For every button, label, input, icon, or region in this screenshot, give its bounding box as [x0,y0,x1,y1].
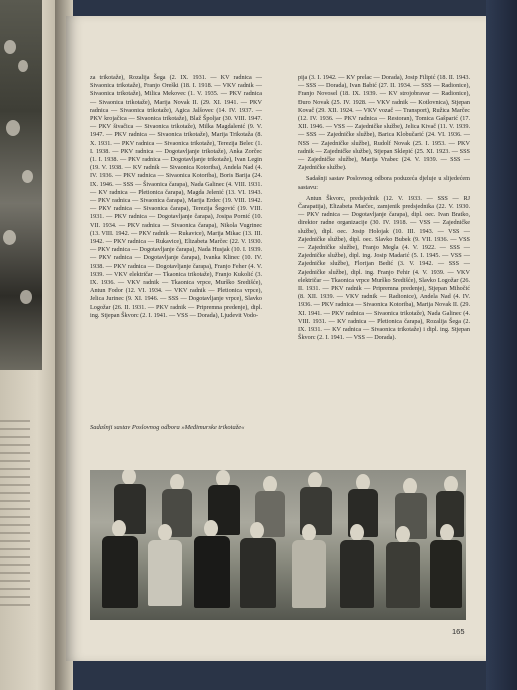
facing-page [0,0,62,690]
book-cover-edge [486,0,517,690]
photo-caption: Sadašnji sastav Poslovnog odbora »Međimurske trikotaže« [90,424,245,431]
right-paragraph-2: Sadašnji sastav Poslovnog odbora poduzeća djeluje u slijedećem sastavu: [298,175,470,191]
page-number: 165 [452,627,465,636]
text-column-right [298,74,470,346]
text-column-left [90,74,262,323]
right-paragraph-1: pija (3. I. 1942. — KV prelac — Dorada), Josip Filipić (18. II. 1943. — SSS — Dorada), Ivan Babić (27. II. 1934. — SSS — Radionice), Franjo Novosel (18. IX. 1939. — KV strojobravar — Radionice), Đuro Novak (25. IV. 1928. — VKV radnik — Kotlovnica), Stjepan Kovač (29. XII. 1924. — VKV vozač — Transport), Ružica Marčec (12. IV. 1936. — PKV radnica — Restoran), Tomica Gašparić (17. XII. 1946. — VSS — Zajedničke službe), Jelica Kivač (11. V. 1939. — SSS — Zajedničke službe), Barica Klobučarić (24. VI. 1936. — NSS — Zajedničke službe), Rudolf Novak (25. I. 1953. — PKV radnik — Zajedničke službe), Stjepan Sklepić (25. XI. 1923. — SSS — Zajedničke službe), Marija Vrabec (24. V. 1939. — SSS — Zajedničke službe). [298,74,470,172]
group-photo [90,470,466,620]
left-paragraph-1: za trikotaže), Rozalija Šega (2. IX. 1931. — KV radnica — Sivaonica trikotaže), Franjo Oreški (18. I. 1918. — VKV radnik — Sivaonica trikotaže), Milica Mekovec (1. V. 1935. — PKV radnica — Sivaonica trikotaže), Marija Novak II. (29. XI. 1941. — PKV radnica — Sivaonica trikotaže), Agica Jalšovec (14. IV. 1937. — PKV krojačica — Sivaonica trikotaže), Blaž Špoljar (30. VIII. 1947. — PKV šivačica — Sivaonica trikotaže), Milka Magdalenić (9. V. 1947. — PKV radnica — Sivaonica trikotaže), Marija Trikotaža (8. X. 1931. — PKV radnica — Sivaonica trikotaže), Terezija Belec (1. I. 1938. — PKV radnica — Dogotavljanje trikotaže), Anka Zorčec (1. I. 1938. — PKV radnica — Dogotavljanje trikotaže), Ivan Legin (19. V. 1938. — KV radnik — Sivaonica Kotoriba), Andela Nad (4. IV. 1936. — PKV radnica — Sivaonica Kotoriba), Boris Barija (24. IX. 1946. — SSS — Šivaonica čarapa), Nada Galinec (4. VIII. 1931. — KV radnica — Pletionica čarapa), Magda Jelenić (13. VI. 1943. — PKV radnica — Sivaonica čarapa), Marija Erdec (19. VIII. 1942. — PKV radnica — Sivaonica čarapa), Terezija Šegović (19. VIII. 1931. — PKV radnica — Dogotavljanje čarapa), Josipa Pornić (10. VII. 1934. — PKV radnica — Sivaonica čarapa), Nikola Vugrinec (13. VIII. 1942. — PKV radnik — Rukavice), Marija Mikac (13. III. 1942. — PKV radnica — Rukavice), Elizabeta Marčec (22. V. 1930. — PKV radnica — Dogotavljanje čarapa), Nada Husjak (10. I. 1939. — PKV radnica — Dogotavljanje čarapa), Ivanka Klinec (10. IV. 1938. — PKV radnica — Dogotavljanje čarapa), Franjo Feher (4. V. 1939. — VKV električar — Tkaonica trikotaže), Franjo Kukolić (3. IX. 1936. — VKV radnik — Tkaonica vrpce, Murško Središće), Antun Fodor (12. VI. 1934. — VKV radnik — Pletionica vrpce), Jelica Jurinec (9. XI. 1946. — SSS — Dogotavljanje vrpce), Slavko Logožar (26. II. 1931. — PKV radnik — Pripremna predenje), dipl. ing. Stjepan Škvorc (2. I. 1941. — VSS — Dorada), Ljudevit Vodo- [90,74,262,319]
right-paragraph-3: Antun Škvorc, predsjednik (12. V. 1933. — SSS — RJ Čarapatija), Elizabeta Marčec, zamjenik predsjednika (22. V. 1930. — PKV radnica — Dogotavljanje čarapa), dipl. oec. Ivan Bratko, direktor radne organizacije (30. IV. 1918. — VSS — Zajedničke službe), dipl. oec. Josip Holojak (10. III. 1943. — VSS — Zajedničke službe), dipl. oec. Slavko Bubek (9. VII. 1936. — VSS — Zajedničke službe), Franjo Megla (4. V. 1922. — SSS — Zajedničke službe), dipl. ing. Josip Madarić (5. I. 1945. — VSS — Zajedničke službe), Florijan Bedić (3. V. 1942. — SSS — Zajedničke službe), dipl. ing. Franjo Fehir (4. V. 1939. — VKV električar — Tkaonica vrpce Murško Središće), Slavko Logožar (26. II. 1931. — PKV radnik — Pripremna predenje), Stjepan Mihočić (8. XII. 1939. — VKV radnik — Radionice), Andela Nad (4. IV. 1936. — PKV radnica — Sivaonica Kotoriba), Marija Novak II. (29. XI. 1941. — PKV radnica — Sivaonica trikotaže), Nada Galinec (4. VIII. 1931. — KV radnica — Pletionica čarapa), Rozalija Šega (2. IX. 1931. — KV radnica — Sivaonica trikotaže) i dipl. ing. Stjepan Škvorc (2. I. 1941. — VSS — Dorada). [298,194,470,342]
book-page [66,16,486,661]
facing-page-text [0,420,30,610]
facing-page-photo [0,0,42,370]
